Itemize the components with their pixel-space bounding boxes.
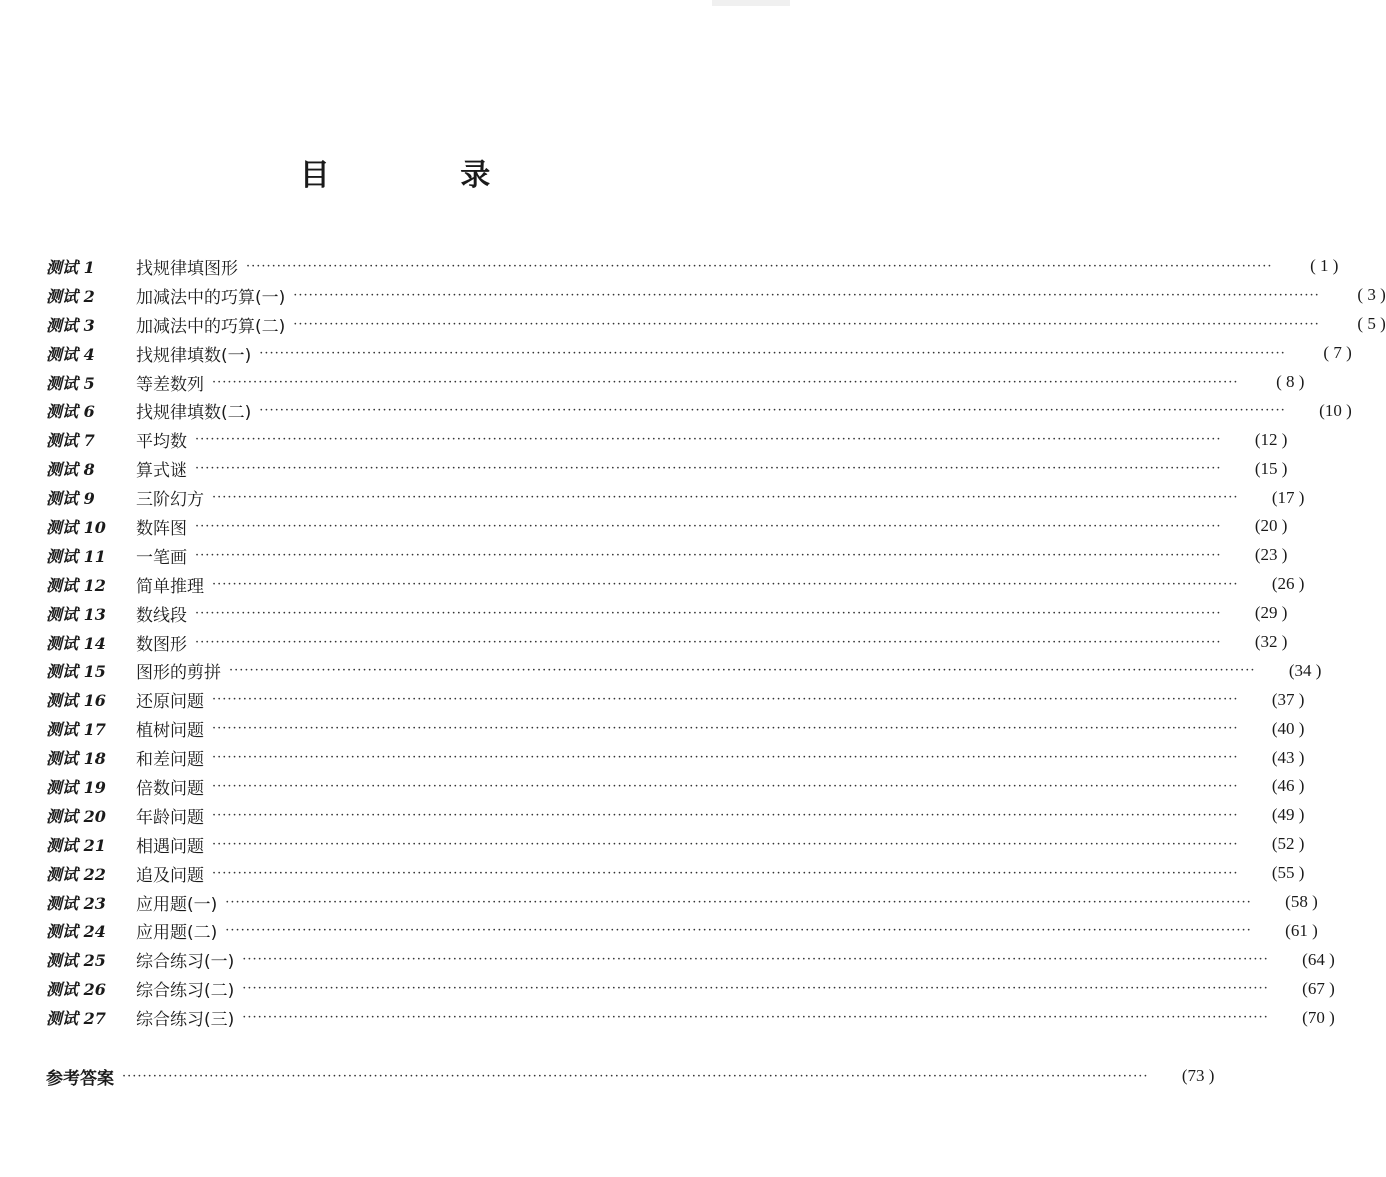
topic-title: 简单推理: [136, 576, 204, 597]
topic-title: 找规律填数(一): [136, 345, 252, 366]
page-number: (64 ): [1302, 949, 1335, 969]
page-number: (20 ): [1254, 516, 1288, 536]
topic-title: 数线段: [136, 605, 187, 626]
page-number: (52 ): [1271, 834, 1305, 854]
leader-dots: ········································································································································································································: [225, 923, 1252, 939]
toc-row[interactable]: [46, 396, 1352, 425]
leader-dots: ········································································································································································································: [195, 634, 1222, 650]
toc-row[interactable]: [46, 310, 1386, 339]
toc-row[interactable]: [46, 483, 1305, 512]
leader-dots: ········································································································································································································: [212, 778, 1239, 794]
topic-title: 还原问题: [136, 692, 204, 713]
toc-row[interactable]: [46, 974, 1335, 1003]
topic-title: 综合练习(一): [136, 952, 235, 973]
answers-page: (73 ): [1181, 1066, 1215, 1086]
test-label: 测试 12: [46, 575, 106, 595]
page-number: (49 ): [1271, 805, 1305, 825]
test-label: 测试 21: [46, 835, 106, 855]
toc-row[interactable]: [46, 945, 1335, 974]
page-title: 目 录: [299, 158, 551, 193]
topic-title: 应用题(二): [136, 923, 218, 944]
leader-dots: ········································································································································································································: [195, 461, 1222, 477]
topic-title: 加减法中的巧算(一): [136, 287, 286, 308]
answers-label: 参考答案: [46, 1068, 114, 1089]
leader-dots: ········································································································································································································: [212, 692, 1239, 708]
toc-row[interactable]: [46, 368, 1305, 397]
leader-dots: ········································································································································································································: [212, 490, 1239, 506]
page-number: (34 ): [1288, 660, 1322, 680]
toc-row[interactable]: [46, 281, 1386, 310]
toc-row[interactable]: [46, 570, 1305, 599]
leader-dots: ········································································································································································································: [229, 663, 1256, 679]
test-label: 测试 3: [46, 315, 95, 335]
test-label: 测试 23: [46, 893, 106, 913]
toc-row[interactable]: [46, 743, 1305, 772]
leader-dots: ········································································································································································································: [259, 345, 1286, 361]
leader-dots: ········································································································································································································: [242, 981, 1269, 997]
toc-row[interactable]: [46, 714, 1305, 743]
toc-row[interactable]: [46, 252, 1339, 281]
toc-row-answers[interactable]: [46, 1062, 1215, 1091]
test-label: 测试 26: [46, 980, 106, 1000]
toc-row[interactable]: [46, 830, 1305, 859]
page-number: (23 ): [1254, 545, 1288, 565]
page-number: (67 ): [1302, 978, 1335, 998]
topic-title: 数图形: [136, 634, 187, 655]
page-number: (17 ): [1271, 487, 1305, 507]
page-number: (12 ): [1254, 429, 1288, 449]
topic-title: 三阶幻方: [136, 490, 204, 511]
toc-row[interactable]: [46, 859, 1305, 888]
toc-row[interactable]: [46, 685, 1305, 714]
topic-title: 相遇问题: [136, 836, 204, 857]
test-label: 测试 16: [46, 691, 106, 711]
topic-title: 加减法中的巧算(二): [136, 316, 286, 337]
toc-row[interactable]: [46, 1003, 1335, 1032]
test-label: 测试 20: [46, 806, 106, 826]
topic-title: 年龄问题: [136, 807, 204, 828]
topic-title: 和差问题: [136, 750, 204, 771]
leader-dots: ········································································································································································································: [259, 403, 1286, 419]
leader-dots: ········································································································································································································: [212, 865, 1239, 881]
test-label: 测试 10: [46, 517, 106, 537]
test-label: 测试 27: [46, 1009, 106, 1029]
topic-title: 追及问题: [136, 865, 204, 886]
test-label: 测试 17: [46, 720, 106, 740]
table-of-contents: [46, 252, 1386, 1032]
toc-row[interactable]: [46, 916, 1318, 945]
top-edge-mark: [712, 0, 790, 6]
test-label: 测试 5: [46, 373, 95, 393]
leader-dots: ········································································································································································································: [242, 1010, 1269, 1026]
test-label: 测试 1: [46, 257, 95, 277]
page-number: (58 ): [1285, 892, 1318, 912]
page-number: (61 ): [1285, 920, 1318, 940]
leader-dots: ········································································································································································································: [246, 258, 1273, 274]
test-label: 测试 14: [46, 633, 106, 653]
test-label: 测试 4: [46, 344, 95, 364]
test-label: 测试 9: [46, 489, 95, 509]
toc-row[interactable]: [46, 599, 1288, 628]
topic-title: 平均数: [136, 432, 187, 453]
topic-title: 图形的剪拼: [136, 663, 221, 684]
leader-dots: ········································································································································································································: [242, 952, 1269, 968]
leader-dots: ········································································································································································································: [122, 1068, 1149, 1084]
page-number: (15 ): [1254, 458, 1288, 478]
page-number: (43 ): [1271, 747, 1305, 767]
leader-dots: ········································································································································································································: [225, 894, 1252, 910]
topic-title: 数阵图: [136, 518, 187, 539]
page-number: (46 ): [1271, 776, 1305, 796]
page-number: (40 ): [1271, 718, 1305, 738]
test-label: 测试 15: [46, 662, 106, 682]
page-number: (10 ): [1319, 400, 1352, 420]
test-label: 测试 18: [46, 749, 106, 769]
page-number: (29 ): [1254, 603, 1288, 623]
test-label: 测试 11: [46, 546, 106, 566]
page-number: ( 7 ): [1323, 343, 1352, 363]
page-number: (37 ): [1271, 689, 1305, 709]
toc-row[interactable]: [46, 801, 1305, 830]
page-number: ( 8 ): [1276, 372, 1305, 391]
topic-title: 植树问题: [136, 721, 204, 742]
page-number: ( 1 ): [1310, 256, 1339, 276]
topic-title: 应用题(一): [136, 894, 218, 915]
leader-dots: ········································································································································································································: [212, 750, 1239, 766]
topic-title: 算式谜: [136, 461, 187, 482]
test-label: 测试 22: [46, 864, 106, 884]
leader-dots: ········································································································································································································: [195, 432, 1222, 448]
page-number: ( 5 ): [1357, 314, 1386, 334]
test-label: 测试 19: [46, 777, 106, 797]
leader-dots: ········································································································································································································: [212, 836, 1239, 852]
toc-row[interactable]: [46, 425, 1288, 454]
page-number: ( 3 ): [1357, 285, 1386, 305]
toc-row[interactable]: [46, 656, 1322, 685]
test-label: 测试 6: [46, 402, 95, 422]
toc-row[interactable]: [46, 772, 1305, 801]
test-label: 测试 7: [46, 431, 95, 451]
toc-row[interactable]: [46, 888, 1318, 917]
answers-entry[interactable]: [46, 1062, 1215, 1091]
leader-dots: ········································································································································································································: [212, 374, 1239, 390]
topic-title: 找规律填数(二): [136, 403, 252, 424]
toc-row[interactable]: [46, 628, 1288, 657]
leader-dots: ········································································································································································································: [293, 287, 1320, 303]
toc-row[interactable]: [46, 454, 1288, 483]
page-number: (55 ): [1271, 863, 1305, 883]
leader-dots: ········································································································································································································: [212, 721, 1239, 737]
test-label: 测试 24: [46, 922, 106, 942]
leader-dots: ········································································································································································································: [212, 807, 1239, 823]
topic-title: 综合练习(三): [136, 1010, 235, 1031]
leader-dots: ········································································································································································································: [195, 518, 1222, 534]
leader-dots: ········································································································································································································: [195, 605, 1222, 621]
page-number: (32 ): [1254, 632, 1288, 652]
topic-title: 综合练习(二): [136, 981, 235, 1002]
toc-row[interactable]: [46, 541, 1288, 570]
topic-title: 等差数列: [136, 374, 204, 395]
toc-row[interactable]: [46, 339, 1352, 368]
leader-dots: ········································································································································································································: [212, 576, 1239, 592]
topic-title: 找规律填图形: [136, 258, 238, 279]
topic-title: 一笔画: [136, 547, 187, 568]
page-number: (70 ): [1302, 1007, 1335, 1027]
test-label: 测试 13: [46, 604, 106, 624]
topic-title: 倍数问题: [136, 778, 204, 799]
toc-row[interactable]: [46, 512, 1288, 541]
test-label: 测试 2: [46, 286, 95, 306]
page-number: (26 ): [1271, 574, 1305, 594]
test-label: 测试 8: [46, 460, 95, 480]
leader-dots: ········································································································································································································: [293, 316, 1320, 332]
test-label: 测试 25: [46, 951, 106, 971]
leader-dots: ········································································································································································································: [195, 547, 1222, 563]
